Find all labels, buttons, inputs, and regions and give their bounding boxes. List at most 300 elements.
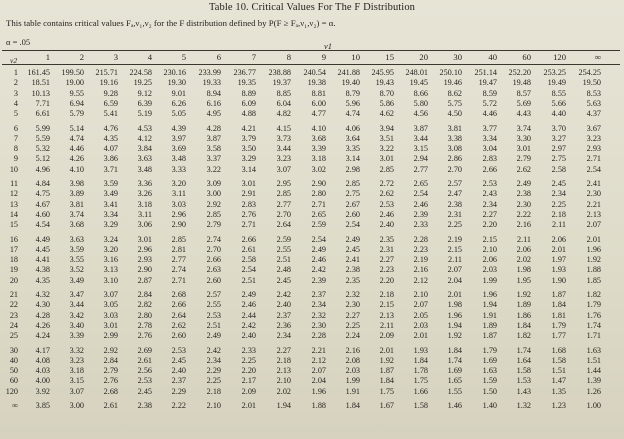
table-cell: 1.82 [516, 331, 531, 341]
table-cell: 3.52 [69, 265, 84, 275]
row-df-label: 17 [9, 244, 18, 254]
table-cell: 2.60 [206, 275, 221, 285]
table-cell: 5.99 [35, 123, 50, 133]
table-cell: 2.51 [276, 255, 291, 265]
table-cell: 2.79 [516, 154, 531, 164]
table-cell: 2.90 [311, 179, 326, 188]
table-cell: 254.25 [578, 68, 601, 77]
table-cell: 3.33 [171, 164, 186, 174]
table-cell: 4.67 [35, 199, 50, 209]
table-cell: 6.04 [276, 98, 291, 108]
table-cell: 2.18 [276, 355, 291, 365]
table-cell: 2.22 [171, 401, 186, 410]
table-cell: 2.84 [103, 355, 118, 365]
table-cell: 2.21 [586, 199, 601, 209]
table-cell: 3.04 [482, 144, 497, 154]
table-cell: 6.00 [311, 98, 326, 108]
table-cell: 241.88 [337, 68, 360, 77]
table-cell: 1.94 [276, 401, 291, 410]
table-cell: 4.82 [276, 109, 291, 119]
table-cell: 2.32 [311, 310, 326, 320]
table-cell: 2.58 [551, 164, 566, 174]
table-cell: 2.18 [206, 386, 221, 396]
table-cell: 3.00 [206, 189, 221, 199]
table-row [0, 109, 624, 119]
table-cell: 1.84 [551, 300, 566, 310]
table-cell: 1.39 [586, 376, 601, 386]
column-header: 10 [351, 52, 360, 62]
table-cell: 2.12 [311, 355, 326, 365]
table-cell: 1.75 [413, 376, 428, 386]
table-cell: 1.32 [516, 401, 531, 410]
table-cell: 2.47 [447, 189, 462, 199]
table-cell: 1.35 [551, 386, 566, 396]
table-cell: 2.11 [551, 220, 566, 230]
table-cell: 2.59 [311, 220, 326, 230]
table-cell: 4.10 [69, 164, 84, 174]
table-cell: 3.44 [276, 144, 291, 154]
table-cell: 2.80 [311, 189, 326, 199]
table-cell: 3.01 [103, 320, 118, 330]
table-cell: 8.55 [551, 88, 566, 98]
table-cell: 245.95 [371, 68, 394, 77]
table-cell: 2.53 [171, 345, 186, 355]
table-cell: 1.76 [586, 310, 601, 320]
table-cell: 5.41 [103, 109, 118, 119]
table-cell: 2.71 [171, 275, 186, 285]
table-cell: 2.27 [345, 310, 360, 320]
table-cell: 3.18 [311, 154, 326, 164]
table-cell: 1.79 [586, 300, 601, 310]
table-cell: 1.96 [311, 386, 326, 396]
table-cell: 2.58 [241, 255, 256, 265]
table-cell: 4.53 [137, 123, 152, 133]
table-cell: 2.69 [137, 345, 152, 355]
table-cell: 1.84 [413, 355, 428, 365]
table-cell: 2.11 [516, 234, 531, 244]
table-cell: 2.10 [276, 376, 291, 386]
alpha-label: α = .05 [6, 37, 31, 47]
table-cell: 161.45 [27, 68, 50, 77]
table-cell: 2.15 [447, 244, 462, 254]
table-cell: 1.23 [551, 401, 566, 410]
table-cell: 3.89 [69, 189, 84, 199]
table-row [0, 401, 624, 411]
table-cell: 2.35 [379, 234, 394, 244]
table-cell: 2.36 [276, 320, 291, 330]
table-cell: 1.58 [551, 355, 566, 365]
table-cell: 2.06 [516, 244, 531, 254]
table-cell: 4.46 [482, 109, 497, 119]
table-cell: 3.10 [103, 275, 118, 285]
row-df-label: 8 [13, 144, 18, 154]
table-row [0, 89, 624, 99]
table-cell: 5.63 [586, 98, 601, 108]
table-cell: 2.64 [171, 310, 186, 320]
table-cell: 4.28 [35, 310, 50, 320]
table-cell: 2.25 [345, 320, 360, 330]
table-cell: 1.44 [586, 366, 601, 376]
table-cell: 1.67 [379, 401, 394, 410]
table-cell: 2.19 [447, 234, 462, 244]
table-cell: 2.05 [413, 310, 428, 320]
table-cell: 4.08 [35, 355, 50, 365]
table-cell: 3.98 [69, 179, 84, 188]
table-cell: 2.71 [241, 220, 256, 230]
table-cell: 4.00 [35, 376, 50, 386]
table-cell: 2.40 [171, 366, 186, 376]
table-cell: 2.66 [171, 300, 186, 310]
table-cell: 1.92 [379, 355, 394, 365]
table-cell: 2.25 [551, 199, 566, 209]
table-cell: 1.86 [516, 310, 531, 320]
table-cell: 1.75 [379, 386, 394, 396]
table-cell: 2.24 [345, 331, 360, 341]
table-cell: 2.60 [345, 209, 360, 219]
table-cell: 3.74 [516, 123, 531, 133]
table-cell: 199.50 [61, 68, 84, 77]
row-df-label: 9 [13, 154, 18, 164]
table-cell: 1.84 [345, 401, 360, 410]
table-cell: 2.53 [482, 179, 497, 188]
table-cell: 2.30 [311, 320, 326, 330]
table-cell: 3.64 [345, 133, 360, 143]
table-cell: 1.89 [482, 320, 497, 330]
table-cell: 2.43 [482, 189, 497, 199]
table-cell: 8.53 [586, 88, 601, 98]
table-cell: 3.36 [137, 179, 152, 188]
row-df-label: 13 [9, 199, 18, 209]
table-cell: 3.37 [206, 154, 221, 164]
table-cell: 5.86 [379, 98, 394, 108]
table-cell: 3.16 [103, 255, 118, 265]
table-cell: 18.51 [31, 78, 50, 88]
table-cell: 3.32 [69, 345, 84, 355]
table-cell: 1.63 [586, 345, 601, 355]
table-cell: 10.13 [31, 88, 50, 98]
table-cell: 2.46 [413, 199, 428, 209]
table-cell: 1.88 [586, 265, 601, 275]
table-cell: 19.00 [65, 78, 84, 88]
table-cell: 2.25 [206, 376, 221, 386]
table-cell: 251.14 [474, 68, 497, 77]
table-cell: 2.44 [241, 310, 256, 320]
table-row [0, 255, 624, 265]
table-cell: 4.21 [241, 123, 256, 133]
table-cell: 5.05 [171, 109, 186, 119]
table-cell: 3.63 [69, 234, 84, 244]
table-cell: 2.77 [276, 199, 291, 209]
table-cell: 2.39 [413, 209, 428, 219]
table-cell: 3.01 [516, 144, 531, 154]
table-cell: 19.38 [307, 78, 326, 88]
table-cell: 2.42 [241, 320, 256, 330]
table-cell: 2.13 [276, 366, 291, 376]
table-cell: 2.54 [413, 189, 428, 199]
table-cell: 3.07 [69, 386, 84, 396]
table-cell: 2.06 [482, 255, 497, 265]
table-cell: 2.77 [171, 255, 186, 265]
table-cell: 2.13 [586, 209, 601, 219]
table-cell: 1.87 [379, 366, 394, 376]
table-cell: 5.59 [35, 133, 50, 143]
table-cell: 2.15 [379, 300, 394, 310]
table-cell: 2.68 [103, 386, 118, 396]
table-cell: 3.85 [35, 401, 50, 410]
table-cell: 1.96 [482, 290, 497, 299]
table-cell: 1.84 [379, 376, 394, 386]
table-cell: 2.02 [276, 386, 291, 396]
table-cell: 2.95 [276, 179, 291, 188]
column-header: ∞ [594, 52, 601, 62]
table-cell: 2.90 [137, 265, 152, 275]
table-cell: 3.49 [103, 189, 118, 199]
table-cell: 2.64 [276, 220, 291, 230]
table-cell: 4.96 [35, 164, 50, 174]
table-cell: 5.66 [551, 98, 566, 108]
table-cell: 8.81 [311, 88, 326, 98]
table-cell: 19.33 [202, 78, 221, 88]
row-df-label: 10 [9, 164, 18, 174]
table-cell: 4.15 [276, 123, 291, 133]
column-header: 40 [488, 52, 497, 62]
table-cell: 3.41 [103, 199, 118, 209]
table-cell: 3.81 [69, 199, 84, 209]
table-cell: 1.88 [311, 401, 326, 410]
table-cell: 9.28 [103, 88, 118, 98]
table-cell: 2.22 [516, 209, 531, 219]
table-cell: 5.14 [69, 123, 84, 133]
table-cell: 1.92 [586, 255, 601, 265]
table-cell: 6.59 [103, 98, 118, 108]
table-cell: 2.56 [137, 366, 152, 376]
table-cell: 3.81 [447, 123, 462, 133]
table-cell: 3.87 [413, 123, 428, 133]
table-cell: 2.53 [379, 199, 394, 209]
table-cell: 252.20 [508, 68, 531, 77]
table-cell: 3.29 [241, 154, 256, 164]
table-cell: 3.34 [482, 133, 497, 143]
table-cell: 3.03 [171, 199, 186, 209]
row-df-label: 14 [9, 209, 18, 219]
table-cell: 1.00 [586, 401, 601, 410]
table-cell: 2.42 [206, 345, 221, 355]
table-cell: 2.33 [241, 345, 256, 355]
header-top-rule [2, 50, 620, 51]
table-cell: 5.75 [447, 98, 462, 108]
table-cell: 4.17 [35, 345, 50, 355]
row-df-label: 20 [9, 275, 18, 285]
column-header: 20 [419, 52, 428, 62]
row-df-label: 25 [9, 331, 18, 341]
table-cell: 3.35 [345, 144, 360, 154]
table-cell: 4.26 [35, 320, 50, 330]
table-row [0, 200, 624, 210]
table-cell: 2.60 [171, 331, 186, 341]
table-cell: 2.01 [379, 345, 394, 355]
table-cell: 2.30 [586, 189, 601, 199]
table-cell: 3.30 [516, 133, 531, 143]
table-cell: 8.70 [379, 88, 394, 98]
table-cell: 1.46 [447, 401, 462, 410]
column-header: 120 [553, 52, 566, 62]
table-cell: 2.51 [206, 320, 221, 330]
column-header: 5 [181, 52, 186, 62]
table-cell: 3.06 [137, 220, 152, 230]
row-df-label: 3 [13, 88, 18, 98]
table-cell: 3.51 [379, 133, 394, 143]
table-cell: 2.33 [413, 220, 428, 230]
table-cell: 3.14 [345, 154, 360, 164]
table-cell: 2.81 [171, 244, 186, 254]
table-cell: 2.28 [413, 234, 428, 244]
table-cell: 1.66 [413, 386, 428, 396]
table-cell: 2.66 [206, 255, 221, 265]
table-cell: 4.43 [516, 109, 531, 119]
table-cell: 1.87 [551, 290, 566, 299]
table-cell: 4.38 [35, 265, 50, 275]
table-cell: 2.86 [447, 154, 462, 164]
table-cell: 2.54 [311, 234, 326, 244]
table-cell: 2.62 [379, 189, 394, 199]
table-cell: 2.72 [379, 179, 394, 188]
table-cell: 1.71 [586, 331, 601, 341]
table-cell: 1.91 [482, 310, 497, 320]
table-cell: 2.28 [311, 331, 326, 341]
table-cell: 1.85 [586, 275, 601, 285]
table-cell: 3.00 [69, 401, 84, 410]
table-cell: 2.15 [482, 234, 497, 244]
table-cell: 2.54 [345, 220, 360, 230]
table-cell: 19.40 [341, 78, 360, 88]
table-cell: 4.41 [35, 255, 50, 265]
table-cell: 3.42 [69, 310, 84, 320]
table-cell: 2.61 [241, 244, 256, 254]
table-cell: 3.07 [276, 164, 291, 174]
table-cell: 3.15 [69, 376, 84, 386]
table-cell: 2.71 [586, 154, 601, 164]
table-cell: 1.96 [586, 244, 601, 254]
table-cell: 2.76 [103, 376, 118, 386]
table-row [0, 387, 624, 397]
table-cell: 2.21 [311, 345, 326, 355]
table-cell: 2.61 [137, 355, 152, 365]
table-cell: 19.43 [375, 78, 394, 88]
table-cell: 2.75 [345, 189, 360, 199]
table-cell: 3.13 [103, 265, 118, 275]
row-df-label: 16 [9, 234, 18, 244]
table-cell: 19.45 [409, 78, 428, 88]
table-cell: 19.50 [582, 78, 601, 88]
table-title: Table 10. Critical Values For The F Distribution [208, 2, 416, 13]
table-cell: 1.69 [482, 355, 497, 365]
table-cell: 2.91 [241, 189, 256, 199]
table-cell: 1.84 [516, 320, 531, 330]
table-cell: 1.68 [551, 345, 566, 355]
table-description: This table contains critical values Fₐ,ν₁,ν₂ for the F distribution defined by P(F ≥ Fₐ,ν₁,ν₂) = α. [6, 18, 336, 28]
table-cell: 4.28 [206, 123, 221, 133]
table-cell: 4.76 [103, 123, 118, 133]
table-cell: 2.49 [516, 179, 531, 188]
table-cell: 2.31 [379, 244, 394, 254]
table-row [0, 134, 624, 144]
table-cell: 3.67 [586, 123, 601, 133]
table-cell: 2.49 [345, 234, 360, 244]
table-cell: 2.59 [276, 234, 291, 244]
table-cell: 2.04 [311, 376, 326, 386]
table-cell: 2.38 [137, 401, 152, 410]
table-cell: 2.53 [137, 376, 152, 386]
table-cell: 19.47 [478, 78, 497, 88]
table-cell: 2.08 [345, 355, 360, 365]
table-cell: 4.88 [241, 109, 256, 119]
table-cell: 3.15 [413, 144, 428, 154]
table-cell: 1.74 [586, 320, 601, 330]
table-row [0, 68, 624, 78]
table-cell: 2.07 [311, 366, 326, 376]
column-header: 3 [113, 52, 118, 62]
table-cell: 5.69 [516, 98, 531, 108]
row-df-label: 21 [9, 290, 18, 299]
row-df-label: 15 [9, 220, 18, 230]
row-df-label: 120 [5, 386, 18, 396]
table-cell: 3.71 [103, 164, 118, 174]
table-cell: 215.71 [95, 68, 118, 77]
column-header: 9 [321, 52, 326, 62]
table-cell: 3.44 [69, 300, 84, 310]
column-header: 15 [385, 52, 394, 62]
table-cell: 2.46 [311, 255, 326, 265]
table-cell: 1.92 [516, 290, 531, 299]
table-cell: 3.26 [137, 189, 152, 199]
table-cell: 2.70 [276, 209, 291, 219]
table-cell: 19.35 [237, 78, 256, 88]
column-header: 7 [251, 52, 256, 62]
table-cell: 19.25 [133, 78, 152, 88]
table-cell: 2.83 [241, 199, 256, 209]
table-cell: 3.68 [69, 220, 84, 230]
table-cell: 4.45 [35, 244, 50, 254]
table-cell: 1.90 [551, 275, 566, 285]
table-cell: 2.37 [311, 290, 326, 299]
row-df-label: 2 [13, 78, 18, 88]
row-df-label: 5 [13, 109, 18, 119]
table-cell: 2.32 [345, 290, 360, 299]
table-row [0, 144, 624, 154]
table-cell: 2.57 [447, 179, 462, 188]
table-cell: 2.45 [551, 179, 566, 188]
table-cell: 4.84 [35, 179, 50, 188]
table-row [0, 220, 624, 230]
table-cell: 4.03 [35, 366, 50, 376]
table-cell: 8.59 [482, 88, 497, 98]
table-cell: 2.57 [206, 290, 221, 299]
table-cell: 4.60 [35, 209, 50, 219]
table-cell: 1.51 [551, 366, 566, 376]
table-cell: 1.82 [586, 290, 601, 299]
table-cell: 3.11 [171, 189, 186, 199]
table-cell: 2.62 [171, 320, 186, 330]
table-cell: 9.12 [137, 88, 152, 98]
table-cell: 2.65 [311, 209, 326, 219]
table-cell: 2.30 [345, 300, 360, 310]
row-df-label: 18 [9, 255, 18, 265]
row-df-label: 22 [9, 300, 18, 310]
table-cell: 1.51 [586, 355, 601, 365]
table-cell: 2.16 [413, 265, 428, 275]
table-cell: 2.37 [171, 376, 186, 386]
table-cell: 2.35 [345, 275, 360, 285]
